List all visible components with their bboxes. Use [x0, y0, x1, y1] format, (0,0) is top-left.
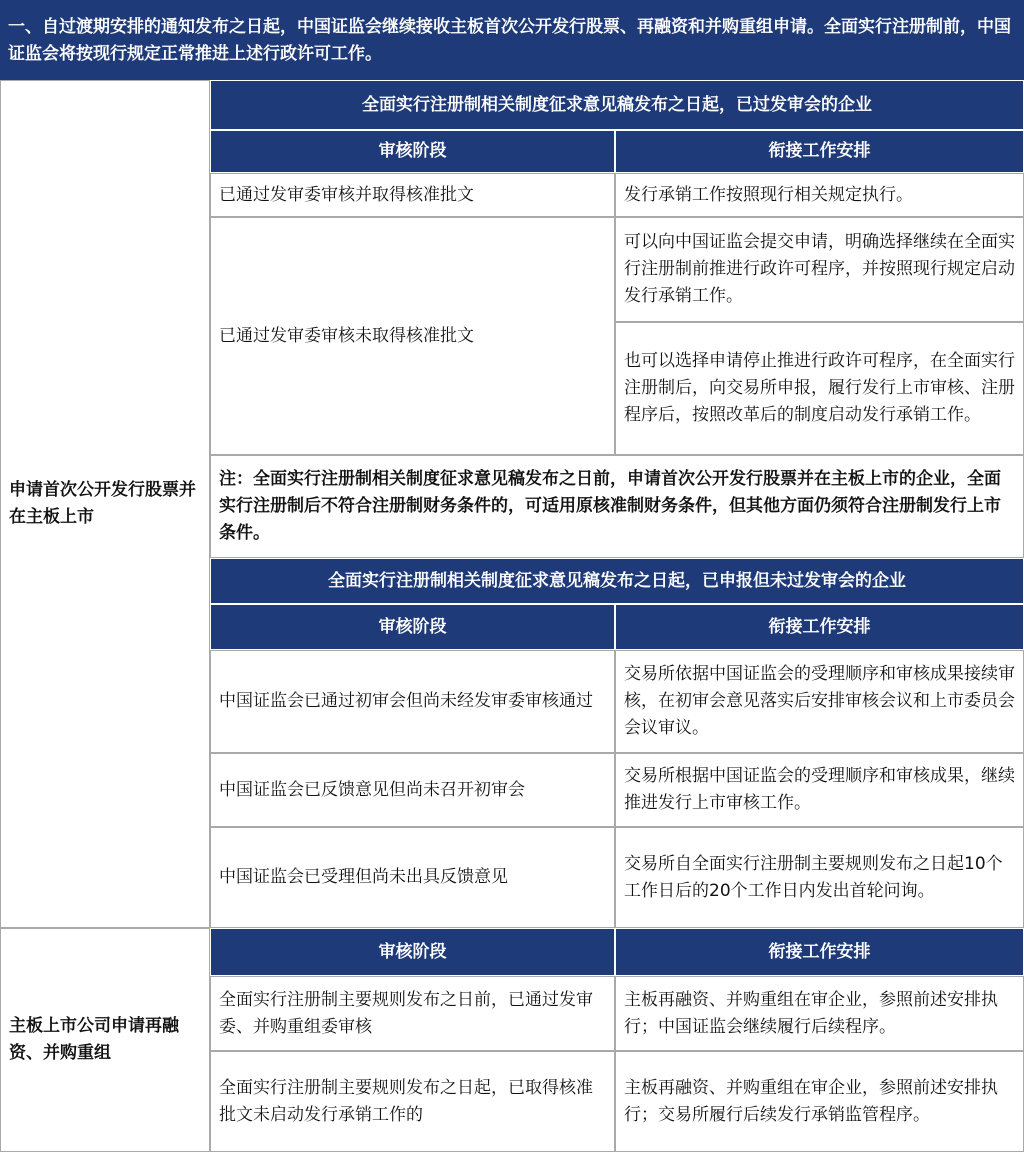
row-stage: 全面实行注册制主要规则发布之日起，已取得核准批文未启动发行承销工作的 [210, 1051, 615, 1152]
row-arrangement: 交易所依据中国证监会的受理顺序和审核成果接续审核，在初审会意见落实后安排审核会议和上市委员会会议审议。 [615, 650, 1024, 753]
row-arrangement: 主板再融资、并购重组在审企业，参照前述安排执行；中国证监会继续履行后续程序。 [615, 976, 1024, 1051]
subheader-pending-review: 全面实行注册制相关制度征求意见稿发布之日起，已申报但未过发审会的企业 [210, 558, 1024, 604]
row-arrangement: 主板再融资、并购重组在审企业，参照前述安排执行；交易所履行后续发行承销监管程序。 [615, 1051, 1024, 1152]
column-header-stage: 审核阶段 [210, 130, 615, 173]
column-header-stage: 审核阶段 [210, 928, 615, 976]
column-header-arrangement: 衔接工作安排 [615, 130, 1024, 173]
row-arrangement: 可以向中国证监会提交申请，明确选择继续在全面实行注册制前推进行政许可程序，并按照现行规定启动发行承销工作。 [615, 217, 1024, 322]
category-refinancing-mna: 主板上市公司申请再融资、并购重组 [0, 928, 210, 1152]
row-stage: 已通过发审委审核并取得核准批文 [210, 173, 615, 217]
column-header-arrangement: 衔接工作安排 [615, 604, 1024, 650]
column-header-stage: 审核阶段 [210, 604, 615, 650]
category-ipo-main-board: 申请首次公开发行股票并在主板上市 [0, 80, 210, 928]
row-arrangement: 交易所根据中国证监会的受理顺序和审核成果，继续推进发行上市审核工作。 [615, 753, 1024, 827]
row-arrangement: 也可以选择申请停止推进行政许可程序，在全面实行注册制后，向交易所申报，履行发行上市审核、注册程序后，按照改革后的制度启动发行承销工作。 [615, 322, 1024, 455]
note: 注：全面实行注册制相关制度征求意见稿发布之日前，申请首次公开发行股票并在主板上市的企业，全面实行注册制后不符合注册制财务条件的，可适用原核准制财务条件，但其他方面仍须符合注册制发行上市条件。 [210, 455, 1024, 558]
row-stage: 中国证监会已受理但尚未出具反馈意见 [210, 827, 615, 928]
row-arrangement: 交易所自全面实行注册制主要规则发布之日起10个工作日后的20个工作日内发出首轮问询。 [615, 827, 1024, 928]
subheader-passed-review: 全面实行注册制相关制度征求意见稿发布之日起，已过发审会的企业 [210, 80, 1024, 130]
row-stage: 全面实行注册制主要规则发布之日前，已通过发审委、并购重组委审核 [210, 976, 615, 1051]
row-stage: 已通过发审委审核未取得核准批文 [210, 217, 615, 455]
column-header-arrangement: 衔接工作安排 [615, 928, 1024, 976]
row-stage: 中国证监会已通过初审会但尚未经发审委审核通过 [210, 650, 615, 753]
row-stage: 中国证监会已反馈意见但尚未召开初审会 [210, 753, 615, 827]
row-arrangement: 发行承销工作按照现行相关规定执行。 [615, 173, 1024, 217]
page-header: 一、自过渡期安排的通知发布之日起，中国证监会继续接收主板首次公开发行股票、再融资和并购重组申请。全面实行注册制前，中国证监会将按现行规定正常推进上述行政许可工作。 [0, 0, 1024, 80]
